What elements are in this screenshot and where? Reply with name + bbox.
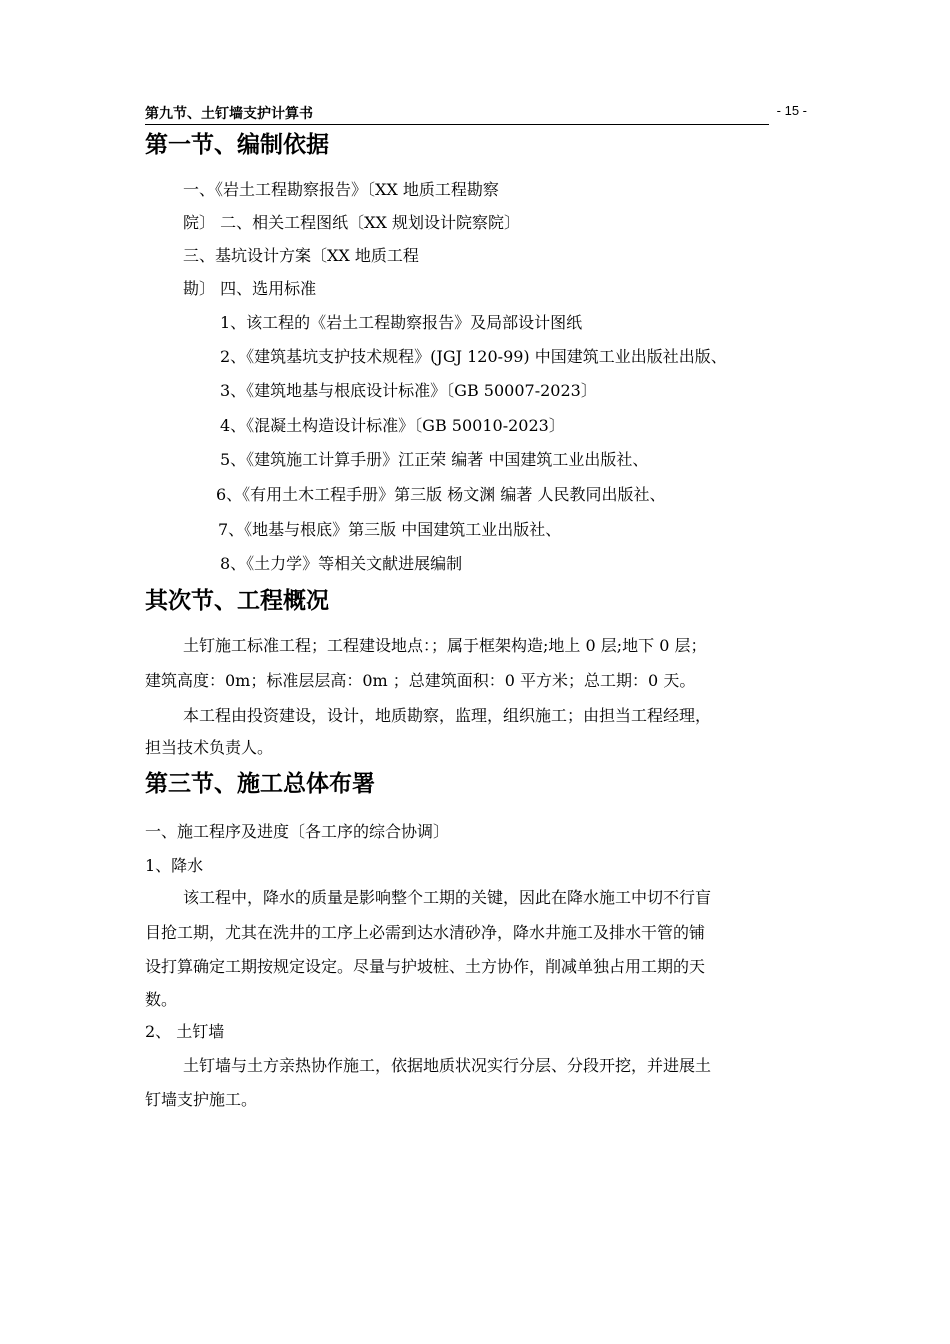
list-item: 5、《建筑施工计算手册》江正荣 编著 中国建筑工业出版社、 xyxy=(220,450,649,469)
text-line: 勘〕 四、选用标准 xyxy=(183,279,317,298)
list-item: 2、《建筑基坑支护技术规程》(JGJ 120-99) 中国建筑工业出版社出版、 xyxy=(220,347,727,366)
header-page-number: - 15 - xyxy=(776,103,807,118)
text-line: 一、《岩土工程勘察报告》〔XX 地质工程勘察 xyxy=(183,180,499,199)
header-title: 第九节、土钉墙支护计算书 xyxy=(145,103,769,125)
text-line: 本工程由投资建设，设计，地质勘察，监理，组织施工；由担当工程经理， xyxy=(183,706,712,725)
list-item: 6、《有用土木工程手册》第三版 杨文渊 编著 人民教同出版社、 xyxy=(216,485,666,504)
text-line: 院〕 二、相关工程图纸〔XX 规划设计院察院〕 xyxy=(183,213,520,232)
page-header xyxy=(145,100,807,122)
text-line: 土钉墙与土方亲热协作施工，依据地质状况实行分层、分段开挖，并进展土 xyxy=(183,1056,712,1075)
section-heading: 其次节、工程概况 xyxy=(145,588,329,614)
text-line: 担当技术负责人。 xyxy=(145,738,274,757)
section-heading: 第一节、编制依据 xyxy=(145,132,329,158)
text-line: 一、施工程序及进度〔各工序的综合协调〕 xyxy=(145,822,450,841)
list-item: 4、《混凝土构造设计标准》〔GB 50010-2023〕 xyxy=(220,416,565,435)
section-heading: 第三节、施工总体布署 xyxy=(145,771,375,797)
list-item: 8、《土力学》等相关文献进展编制 xyxy=(220,554,463,573)
text-line: 数。 xyxy=(145,990,178,1009)
text-line: 建筑高度：0m；标准层层高：0m ；总建筑面积：0 平方米；总工期：0 天。 xyxy=(145,671,696,690)
text-line: 该工程中，降水的质量是影响整个工期的关键，因此在降水施工中切不行盲 xyxy=(183,888,712,907)
text-line: 2、 土钉墙 xyxy=(145,1022,225,1041)
list-item: 3、《建筑地基与根底设计标准》〔GB 50007-2023〕 xyxy=(220,381,597,400)
text-line: 三、基坑设计方案〔XX 地质工程 xyxy=(183,246,419,265)
text-line: 1、降水 xyxy=(145,856,204,875)
text-line: 目抢工期，尤其在洗井的工序上必需到达水清砂净，降水井施工及排水干管的铺 xyxy=(145,923,706,942)
list-item: 1、该工程的《岩土工程勘察报告》及局部设计图纸 xyxy=(220,313,583,332)
text-line: 土钉施工标准工程；工程建设地点：；属于框架构造;地上 0 层;地下 0 层； xyxy=(183,636,707,655)
text-line: 设打算确定工期按规定设定。尽量与护坡桩、土方协作，削减单独占用工期的天 xyxy=(145,957,706,976)
list-item: 7、《地基与根底》第三版 中国建筑工业出版社、 xyxy=(218,520,562,539)
text-line: 钉墙支护施工。 xyxy=(145,1090,258,1109)
